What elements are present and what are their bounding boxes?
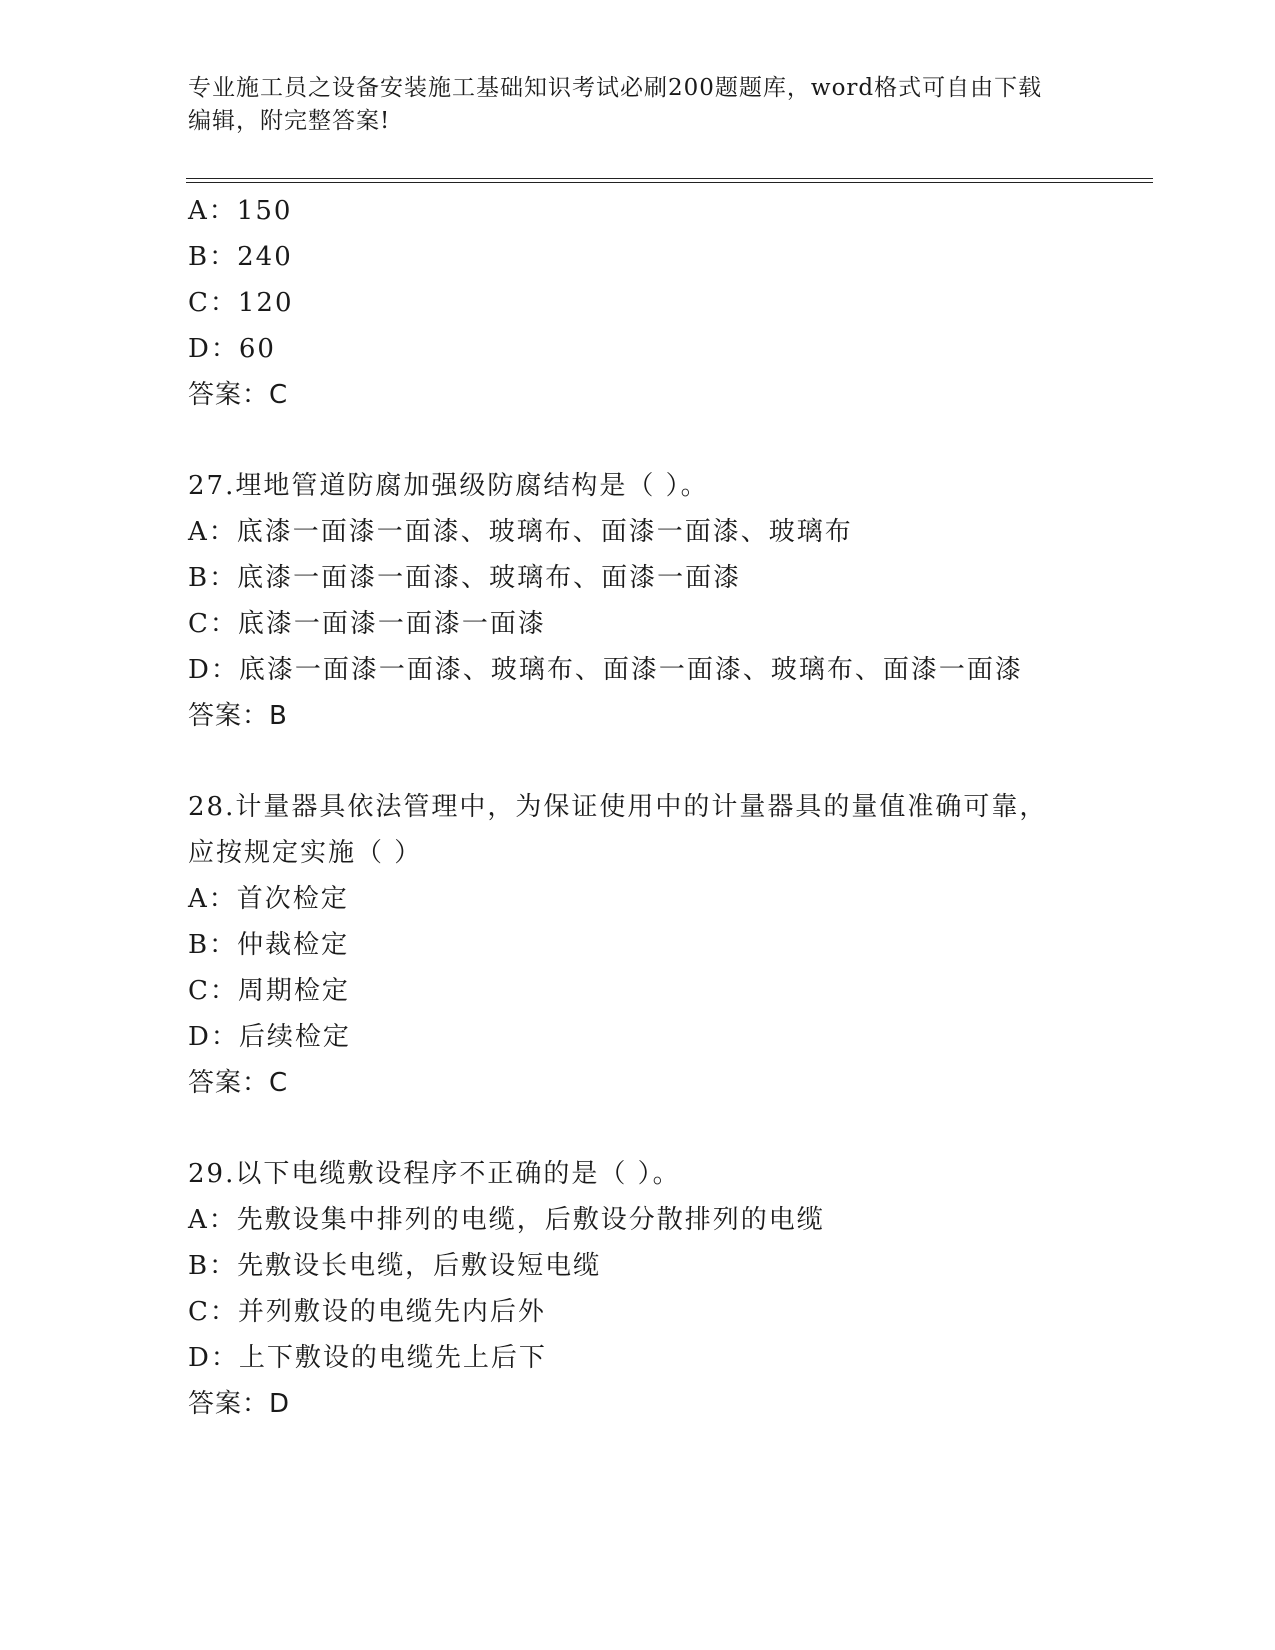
question-26 bbox=[188, 188, 1148, 418]
question-28 bbox=[188, 784, 1148, 1106]
question-text: 29.以下电缆敷设程序不正确的是（ ）。 bbox=[188, 1159, 681, 1189]
option-b: B：底漆一面漆一面漆、玻璃布、面漆一面漆 bbox=[188, 563, 742, 593]
option-a: A：150 bbox=[188, 196, 293, 226]
question-text-line-1: 28.计量器具依法管理中，为保证使用中的计量器具的量值准确可靠， bbox=[188, 792, 1048, 822]
option-b: B：240 bbox=[188, 242, 293, 272]
header-line-1: 专业施工员之设备安装施工基础知识考试必刷200题题库，word格式可自由下载 bbox=[188, 75, 1043, 101]
option-c: C：底漆一面漆一面漆一面漆 bbox=[188, 609, 546, 639]
answer-line: 答案：B bbox=[188, 701, 288, 731]
option-d: D：60 bbox=[188, 334, 276, 364]
answer-line: 答案：C bbox=[188, 1068, 289, 1098]
document-header bbox=[188, 72, 1088, 138]
answer-line: 答案：D bbox=[188, 1389, 291, 1419]
option-c: C：并列敷设的电缆先内后外 bbox=[188, 1297, 546, 1327]
option-c: C：周期检定 bbox=[188, 976, 350, 1006]
option-b: B：仲裁检定 bbox=[188, 930, 350, 960]
option-a: A：底漆一面漆一面漆、玻璃布、面漆一面漆、玻璃布 bbox=[188, 517, 853, 547]
question-list bbox=[188, 188, 1148, 1427]
option-d: D：上下敷设的电缆先上后下 bbox=[188, 1343, 547, 1373]
answer-line: 答案：C bbox=[188, 380, 289, 410]
option-b: B：先敷设长电缆，后敷设短电缆 bbox=[188, 1251, 602, 1281]
question-27 bbox=[188, 463, 1148, 739]
header-line-2: 编辑，附完整答案! bbox=[188, 108, 391, 134]
option-c: C：120 bbox=[188, 288, 294, 318]
question-text-line-2: 应按规定实施（ ） bbox=[188, 838, 423, 868]
option-d: D：后续检定 bbox=[188, 1022, 351, 1052]
header-divider-top bbox=[186, 178, 1153, 179]
question-29 bbox=[188, 1151, 1148, 1427]
question-text: 27.埋地管道防腐加强级防腐结构是（ ）。 bbox=[188, 471, 709, 501]
option-d: D：底漆一面漆一面漆、玻璃布、面漆一面漆、玻璃布、面漆一面漆 bbox=[188, 655, 1023, 685]
option-a: A：先敷设集中排列的电缆，后敷设分散排列的电缆 bbox=[188, 1205, 825, 1235]
header-divider-bottom bbox=[186, 182, 1153, 183]
option-a: A：首次检定 bbox=[188, 884, 349, 914]
